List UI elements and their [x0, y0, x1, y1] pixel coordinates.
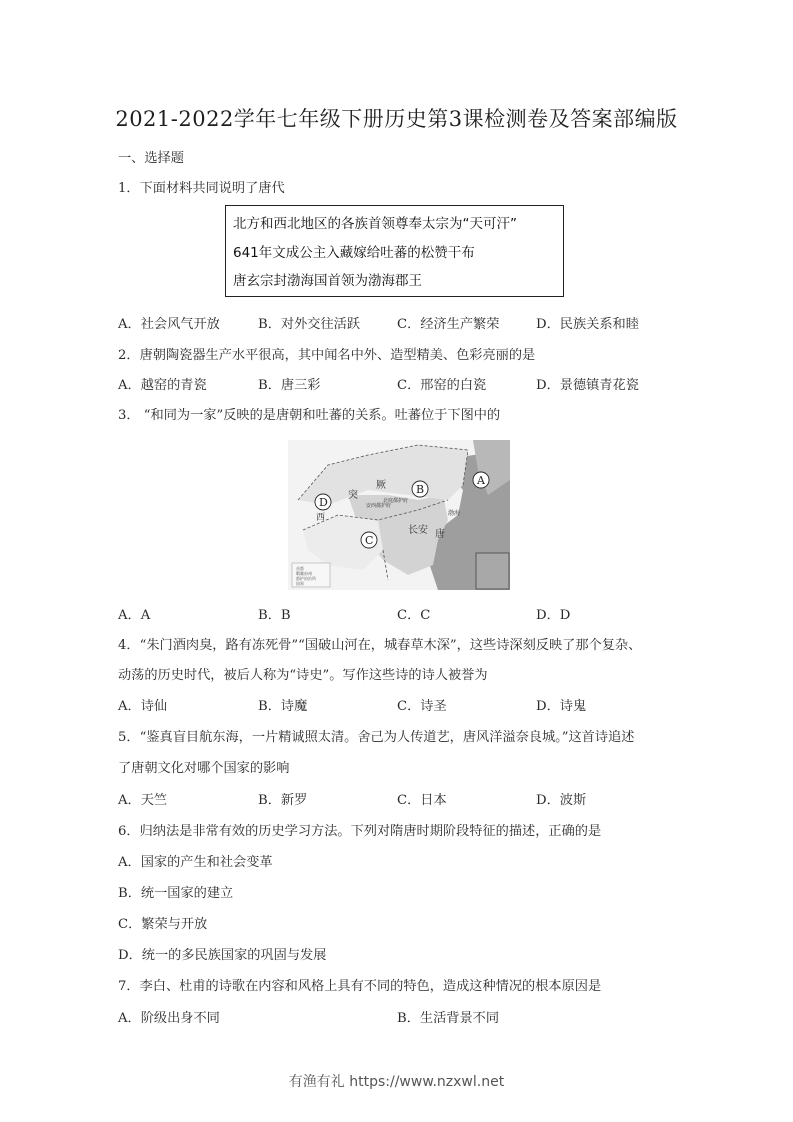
- question-3-option-b[interactable]: B．B: [258, 608, 291, 623]
- question-7-option-a[interactable]: A．阶级出身不同: [118, 1011, 220, 1026]
- question-7-stem: 7．李白、杜甫的诗歌在内容和风格上具有不同的特色，造成这种情况的根本原因是: [118, 979, 602, 994]
- svg-text:首都: 首都: [296, 566, 304, 571]
- question-3-option-d[interactable]: D．D: [536, 608, 571, 623]
- map-illustration: [288, 440, 510, 590]
- question-1-option-a[interactable]: A．社会风气开放: [118, 317, 220, 332]
- question-4-stem-line-1: 4．“朱门酒肉臭，路有冻死骨”“国破山河在，城春草木深”，这些诗深刻反映了那个复杂、: [118, 638, 642, 653]
- question-5-stem-line-1: 5．“鉴真盲目航东海，一片精诚照太清。舍己为人传道艺，唐风洋溢奈良城。”这首诗追述: [118, 730, 635, 745]
- svg-text:北庭都护府: 北庭都护府: [383, 498, 409, 504]
- svg-text:渤海: 渤海: [448, 510, 461, 517]
- svg-text:突: 突: [348, 490, 358, 501]
- question-4-stem-line-2: 动荡的历史时代，被后人称为“诗史”。写作这些诗的诗人被誉为: [118, 668, 488, 683]
- svg-text:长安: 长安: [408, 525, 428, 536]
- question-4-option-a[interactable]: A．诗仙: [118, 699, 168, 714]
- question-6-option-d[interactable]: D．统一的多民族国家的巩固与发展: [118, 948, 327, 963]
- svg-text:D: D: [319, 496, 328, 509]
- question-6-option-c[interactable]: C．繁荣与开放: [118, 917, 208, 932]
- svg-text:厥: 厥: [376, 480, 386, 491]
- question-1-stem: 1．下面材料共同说明了唐代: [118, 181, 285, 196]
- svg-text:都护府治所: 都护府治所: [296, 576, 316, 581]
- material-line-3: 唐玄宗封渤海国首领为渤海郡王: [233, 273, 422, 289]
- svg-text:B: B: [416, 483, 425, 496]
- svg-text:唐: 唐: [435, 529, 445, 540]
- question-4-option-b[interactable]: B．诗魔: [258, 699, 308, 714]
- question-3-stem: 3． “和同为一家”反映的是唐朝和吐蕃的关系。吐蕃位于下图中的: [118, 408, 501, 423]
- document-title: 2021-2022学年七年级下册历史第3课检测卷及答案部编版: [115, 107, 678, 131]
- section-heading: 一、选择题: [118, 151, 184, 166]
- question-6-option-a[interactable]: A．国家的产生和社会变革: [118, 855, 273, 870]
- question-1-option-d[interactable]: D．民族关系和睦: [536, 317, 639, 332]
- question-2-option-a[interactable]: A．越窑的青瓷: [118, 378, 207, 393]
- question-3-option-a[interactable]: A．A: [118, 608, 151, 623]
- question-7-option-b[interactable]: B．生活背景不同: [397, 1011, 500, 1026]
- material-line-1: 北方和西北地区的各族首领尊奉太宗为“天可汗”: [233, 216, 517, 232]
- question-2-option-d[interactable]: D．景德镇青花瓷: [536, 378, 639, 393]
- question-5-option-a[interactable]: A．天竺: [118, 793, 168, 808]
- question-4-option-c[interactable]: C．诗圣: [397, 699, 447, 714]
- question-2-option-b[interactable]: B．唐三彩: [258, 378, 321, 393]
- svg-text:C: C: [365, 534, 374, 547]
- question-5-option-c[interactable]: C．日本: [397, 793, 447, 808]
- svg-text:安西都护府: 安西都护府: [366, 503, 392, 509]
- question-2-stem: 2．唐朝陶瓷器生产水平很高，其中闻名中外、造型精美、色彩亮丽的是: [118, 348, 536, 363]
- question-2-option-c[interactable]: C．邢窑的白瓷: [397, 378, 487, 393]
- question-1-material-box: [225, 205, 564, 297]
- question-4-option-d[interactable]: D．诗鬼: [536, 699, 587, 714]
- question-1-option-c[interactable]: C．经济生产繁荣: [397, 317, 500, 332]
- question-5-stem-line-2: 了唐朝文化对哪个国家的影响: [118, 761, 290, 776]
- svg-text:A: A: [477, 474, 485, 487]
- footer-watermark: 有渔有礼 https://www.nzxwl.net: [288, 1074, 505, 1090]
- svg-text:羁縻府州: 羁縻府州: [296, 571, 312, 576]
- question-6-option-b[interactable]: B．统一国家的建立: [118, 886, 234, 901]
- question-3-option-c[interactable]: C．C: [397, 608, 431, 623]
- svg-text:国界: 国界: [296, 581, 304, 586]
- question-5-option-d[interactable]: D．波斯: [536, 793, 587, 808]
- material-line-2: 641年文成公主入藏嫁给吐蕃的松赞干布: [233, 245, 475, 261]
- question-5-option-b[interactable]: B．新罗: [258, 793, 308, 808]
- svg-text:西: 西: [316, 513, 326, 523]
- question-1-option-b[interactable]: B．对外交往活跃: [258, 317, 361, 332]
- question-6-stem: 6．归纳法是非常有效的历史学习方法。下列对隋唐时期阶段特征的描述，正确的是: [118, 824, 602, 839]
- tang-dynasty-map: [288, 440, 510, 590]
